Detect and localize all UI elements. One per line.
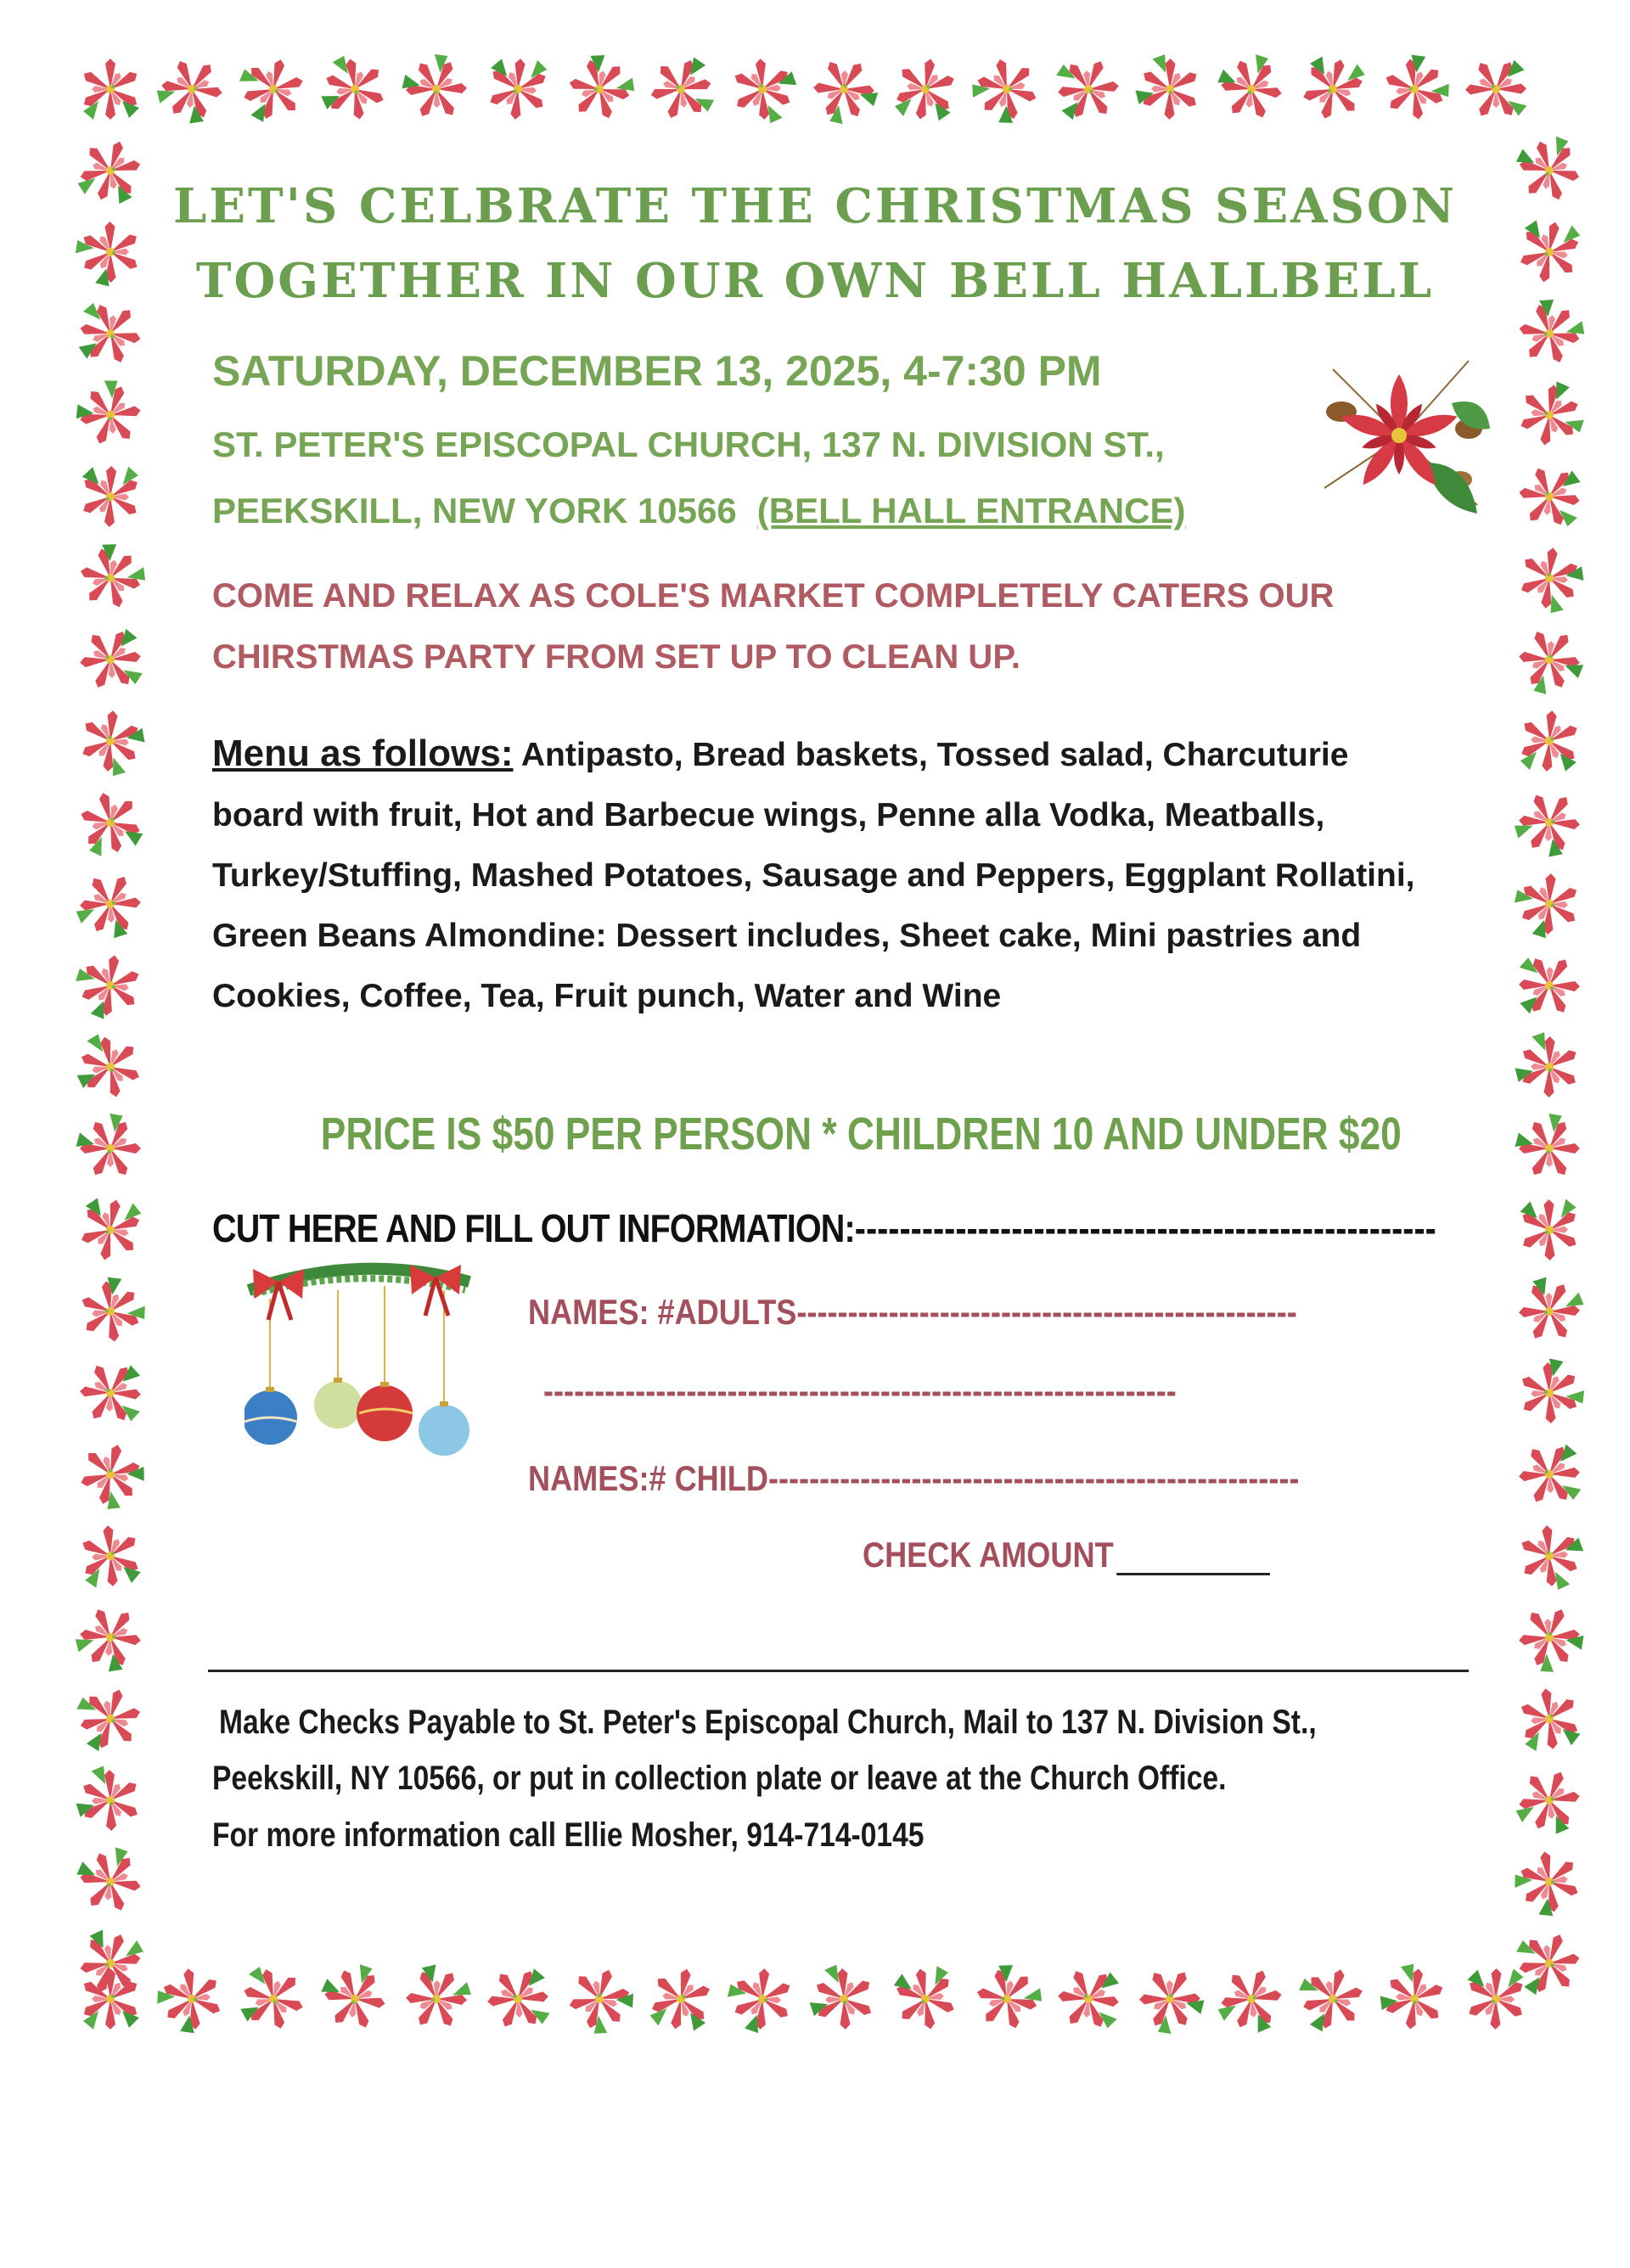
event-address-line-2 (212, 491, 1186, 531)
adults-names-field[interactable] (528, 1292, 1297, 1333)
border-poinsettia (1055, 1967, 1122, 2031)
border-poinsettia (70, 1760, 151, 1840)
event-date-time: SATURDAY, DECEMBER 13, 2025, 4-7:30 PM (212, 347, 1102, 395)
check-label: CHECK AMOUNT (863, 1535, 1114, 1575)
cut-dashes: ---------------------------------------------------- (854, 1206, 1436, 1250)
border-poinsettia (1517, 1685, 1582, 1753)
border-poinsettia (150, 48, 233, 132)
border-poinsettia (1129, 48, 1211, 130)
check-amount-blank[interactable] (1116, 1539, 1270, 1575)
border-poinsettia (76, 300, 146, 368)
border-poinsettia (236, 1962, 311, 2035)
price-line: PRICE IS $50 PER PERSON * CHILDREN 10 AND UNDER $20 (320, 1109, 1402, 1159)
border-poinsettia (70, 211, 152, 293)
border-poinsettia (73, 132, 147, 209)
border-poinsettia (317, 1960, 393, 2038)
border-poinsettia (1515, 463, 1584, 530)
border-poinsettia (69, 699, 152, 782)
border-poinsettia (75, 786, 146, 859)
border-poinsettia (1515, 216, 1584, 288)
border-poinsettia (722, 50, 803, 129)
border-poinsettia (1213, 50, 1290, 128)
border-poinsettia (70, 863, 150, 944)
border-poinsettia (1509, 781, 1591, 864)
border-poinsettia (1055, 57, 1122, 121)
cut-label: CUT HERE AND FILL OUT INFORMATION: (212, 1206, 855, 1250)
border-poinsettia (77, 627, 144, 692)
border-poinsettia (1296, 1963, 1369, 2035)
child-label: NAMES:# CHILD (528, 1458, 768, 1498)
border-poinsettia (1509, 1026, 1591, 1108)
title-line-1: LET'S CELBRATE THE CHRISTMAS SEASON (173, 178, 1457, 234)
border-poinsettia (645, 55, 717, 124)
border-poinsettia (70, 1108, 150, 1190)
border-poinsettia (69, 373, 152, 458)
border-poinsettia (1511, 1761, 1588, 1839)
border-poinsettia (76, 1194, 145, 1266)
event-address-line-1: ST. PETER'S EPISCOPAL CHURCH, 137 N. DIVISION ST., (212, 424, 1165, 464)
ornaments-icon (244, 1256, 474, 1468)
border-poinsettia (1518, 956, 1581, 1016)
border-poinsettia (964, 1956, 1048, 2041)
border-poinsettia (71, 947, 149, 1024)
footer-line-3: For more information call Ellie Mosher, 914-714-0145 (212, 1816, 925, 1854)
border-poinsettia (1508, 291, 1592, 375)
border-poinsettia (1509, 1108, 1589, 1190)
border-poinsettia (236, 53, 311, 126)
poinsettia-icon (1299, 335, 1503, 539)
border-poinsettia (964, 47, 1048, 131)
catering-line-2: CHIRSTMAS PARTY FROM SET UP TO CLEAN UP. (212, 638, 1020, 676)
border-poinsettia (1509, 864, 1589, 944)
footer-line-2: Peekskill, NY 10566, or put in collection plate or leave at the Church Office. (212, 1760, 1227, 1797)
menu-paragraph (212, 723, 1418, 1026)
border-poinsettia (74, 1684, 147, 1754)
footer-line-1: Make Checks Payable to St. Peter's Episcopal Church, Mail to 137 N. Division St., (219, 1704, 1317, 1741)
border-poinsettia (82, 59, 139, 120)
border-poinsettia (1129, 1958, 1211, 2041)
border-poinsettia (891, 1964, 959, 2035)
adults-label: NAMES: #ADULTS (528, 1292, 797, 1332)
border-poinsettia (1508, 1840, 1592, 1923)
border-poinsettia (1508, 1352, 1591, 1434)
child-dashes: ---------------------------------------------------- (767, 1458, 1300, 1498)
border-poinsettia (316, 51, 394, 127)
check-amount-field[interactable] (863, 1535, 1270, 1575)
border-poinsettia (803, 1959, 884, 2039)
adults-dashes: ------------------------------------------------- (796, 1292, 1297, 1332)
cut-divider (208, 1670, 1469, 1672)
border-poinsettia (150, 1957, 234, 2041)
border-poinsettia (485, 1968, 551, 2030)
border-poinsettia (722, 1960, 803, 2039)
border-poinsettia (1520, 1199, 1579, 1260)
border-poinsettia (1517, 1443, 1582, 1505)
border-poinsettia (647, 1963, 716, 2035)
city-state-zip: PEEKSKILL, NEW YORK 10566 (212, 491, 737, 531)
menu-items: Antipasto, Bread baskets, Tossed salad, Charcuturie board with fruit, Hot and Barbecue wings, Penne alla Vodka, Meatballs, Turkey/Stuffing, Mashed Potatoes, Sausage and Peppers, Eggplant Rollatini, Green Beans Almondine: Dessert includes, Sheet cake, Mini pastries and Cookies, Coffee, Tea, Fruit punch, Water and Wine (212, 737, 1415, 1014)
border-poinsettia (1509, 1271, 1589, 1352)
border-poinsettia (72, 1843, 149, 1921)
entrance-note: (BELL HALL ENTRANCE) (756, 491, 1186, 531)
border-poinsettia (68, 1432, 152, 1516)
border-poinsettia (1510, 377, 1588, 453)
menu-label: Menu as follows: (212, 733, 514, 774)
border-poinsettia (1518, 708, 1581, 774)
border-poinsettia (1297, 52, 1369, 126)
border-poinsettia (69, 1596, 152, 1679)
catering-line-1: COME AND RELAX AS COLE'S MARKET COMPLETELY CATERS OUR (212, 577, 1335, 615)
border-poinsettia (891, 54, 959, 125)
border-poinsettia (72, 1030, 149, 1104)
child-names-field[interactable] (528, 1458, 1299, 1499)
cut-here-line (212, 1205, 1436, 1251)
border-poinsettia (1373, 48, 1457, 131)
border-poinsettia (1464, 59, 1526, 119)
border-poinsettia (1509, 1517, 1589, 1595)
border-poinsettia (81, 465, 141, 528)
border-poinsettia (79, 1523, 142, 1589)
border-poinsettia (804, 48, 884, 129)
border-poinsettia (1373, 1957, 1457, 2041)
border-poinsettia (82, 1968, 139, 2029)
border-poinsettia (396, 48, 477, 130)
border-poinsettia (558, 1956, 642, 2041)
border-poinsettia (1508, 536, 1592, 620)
border-poinsettia (396, 1957, 477, 2040)
border-poinsettia (69, 1270, 153, 1353)
border-poinsettia (1213, 1960, 1290, 2038)
border-poinsettia (68, 536, 152, 620)
border-poinsettia (1508, 1596, 1591, 1679)
border-poinsettia (558, 47, 642, 131)
adults-extra-line[interactable]: -------------------------------------------------------------- (543, 1371, 1177, 1411)
title-line-2: TOGETHER IN OUR OWN BELL HALLBELL (195, 253, 1435, 309)
border-poinsettia (486, 56, 549, 122)
border-poinsettia (1466, 1968, 1526, 2029)
border-poinsettia (1512, 132, 1586, 209)
border-poinsettia (1510, 620, 1588, 699)
border-poinsettia (78, 1362, 142, 1423)
border-poinsettia (1515, 1929, 1585, 1997)
